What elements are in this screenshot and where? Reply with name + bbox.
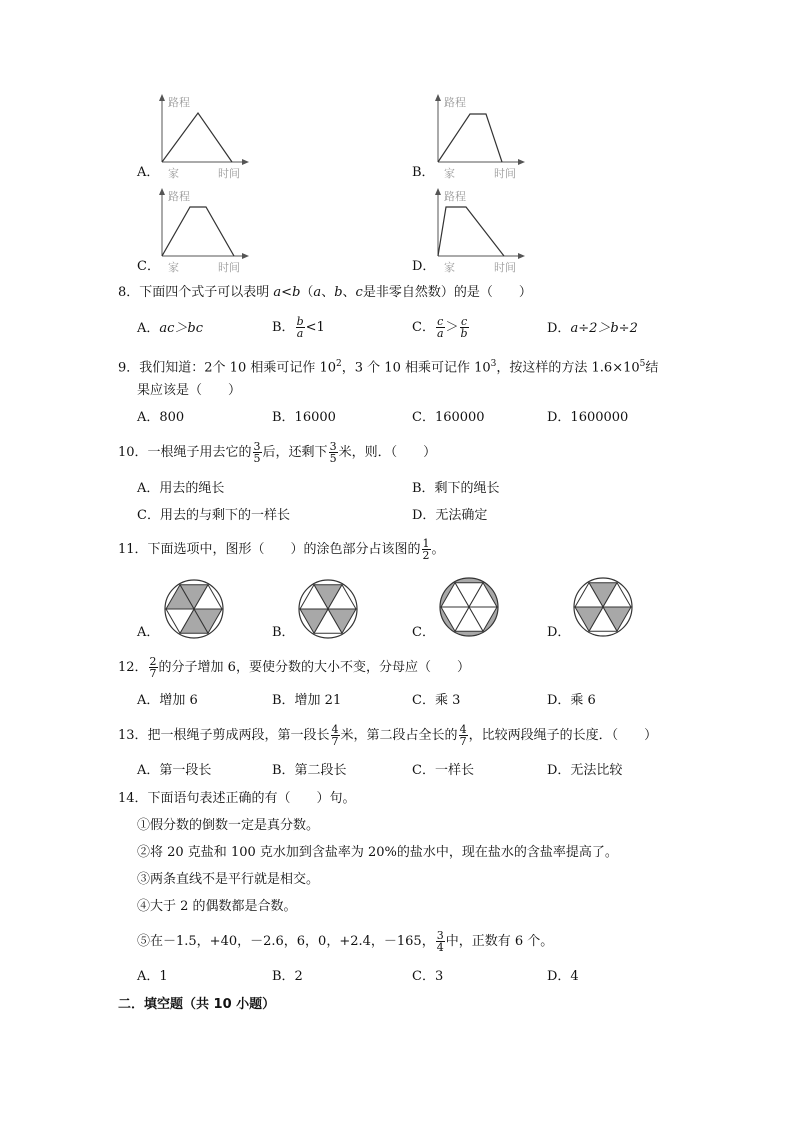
svg-text:家: 家: [444, 167, 455, 180]
q8-option-d[interactable]: D．a÷2＞b÷2: [547, 321, 638, 336]
q14-option-a[interactable]: A．1: [137, 969, 168, 984]
q14-stem: 14．下面语句表述正确的有（ ）句。: [118, 791, 356, 806]
y-arrow: [159, 94, 165, 101]
path-line: [162, 113, 232, 162]
q14-option-d[interactable]: D．4: [547, 969, 579, 984]
svg-text:路程: 路程: [444, 96, 466, 109]
path-line: [438, 114, 502, 162]
q7-graph-b: [426, 92, 526, 184]
q10-option-a[interactable]: A．用去的绳长: [137, 481, 225, 496]
q9-option-a[interactable]: A．800: [137, 410, 185, 425]
q12-option-c[interactable]: C．乘 3: [412, 693, 461, 708]
q8-option-c[interactable]: C． $\frac{c}{a}$ ＞ $\frac{c}{b}$: [412, 315, 468, 340]
q10-option-b[interactable]: B．剩下的绳长: [412, 481, 500, 496]
q14-statement-3: ③两条直线不是平行就是相交。: [137, 872, 320, 887]
q14-statement-5: ⑤在－1.5，+40，－2.6，6，0，+2.4，－165， $\frac{3}{4}$ 中，正数有 6 个。: [137, 929, 554, 954]
q11-figure-d[interactable]: [572, 576, 634, 638]
q13-option-a[interactable]: A．第一段长: [137, 763, 212, 778]
q11-option-d-label: D．: [547, 625, 571, 640]
x-arrow: [242, 159, 249, 165]
q9-option-b[interactable]: B．16000: [272, 410, 336, 425]
q7-graph-d: [426, 186, 526, 278]
x-label: 时间: [218, 167, 240, 180]
y-label: 路程: [168, 96, 190, 109]
q7-option-d-label: D．: [412, 259, 436, 274]
q10-option-c[interactable]: C．用去的与剩下的一样长: [137, 508, 290, 523]
q11-option-c-label: C．: [412, 625, 435, 640]
q13-option-d[interactable]: D．无法比较: [547, 763, 623, 778]
q8-option-b[interactable]: B． $\frac{b}{a}$ <1: [272, 315, 325, 340]
q11-figure-c[interactable]: [438, 576, 500, 638]
svg-text:时间: 时间: [494, 167, 516, 180]
q9-stem-line1: 9．我们知道：2个 10 相乘可记作 $10^2$，3 个 10 相乘可记作 $10^3$，按这样的方法 $1.6\times 10^5$结: [118, 359, 659, 376]
q14-option-b[interactable]: B．2: [272, 969, 303, 984]
q11-option-b-label: B．: [272, 625, 295, 640]
q7-graph-c: [150, 186, 250, 278]
svg-text:家: 家: [168, 261, 179, 274]
q11-figure-b[interactable]: [297, 578, 359, 640]
q14-statement-1: ①假分数的倒数一定是真分数。: [137, 818, 320, 833]
q9-stem-line2: 果应该是（ ）: [137, 383, 242, 398]
q11-stem: 11．下面选项中，图形（ ）的涂色部分占该图的 $\frac{1}{2}$ 。: [118, 537, 445, 562]
q13-option-c[interactable]: C．一样长: [412, 763, 474, 778]
section-heading-fill-in: 二．填空题（共 10 小题）: [118, 997, 276, 1012]
svg-text:时间: 时间: [494, 261, 516, 274]
path-line: [162, 207, 234, 256]
q12-stem: 12． $\frac{2}{7}$ 的分子增加 6，要使分数的大小不变，分母应（ ）: [118, 655, 470, 680]
q11-figure-a[interactable]: [163, 578, 225, 640]
q14-statement-2: ②将 20 克盐和 100 克水加到含盐率为 20%的盐水中，现在盐水的含盐率提高了。: [137, 845, 618, 860]
q8-option-a[interactable]: A．ac＞bc: [137, 321, 204, 336]
svg-text:路程: 路程: [444, 190, 466, 203]
q10-option-d[interactable]: D．无法确定: [412, 508, 488, 523]
q7-option-c-label: C．: [137, 259, 160, 274]
q7-option-a-label: A．: [137, 165, 160, 180]
q11-option-a-label: A．: [137, 625, 160, 640]
q12-option-b[interactable]: B．增加 21: [272, 693, 342, 708]
q13-option-b[interactable]: B．第二段长: [272, 763, 347, 778]
q12-option-a[interactable]: A．增加 6: [137, 693, 198, 708]
origin-label: 家: [168, 167, 179, 180]
path-line: [438, 207, 504, 256]
q12-option-d[interactable]: D．乘 6: [547, 693, 596, 708]
q7-option-b-label: B．: [412, 165, 435, 180]
q9-option-c[interactable]: C．160000: [412, 410, 485, 425]
svg-text:家: 家: [444, 261, 455, 274]
q7-graph-a: [150, 92, 250, 184]
q13-stem: 13．把一根绳子剪成两段，第一段长 $\frac{4}{7}$ 米，第二段占全长的 $\frac{4}{7}$ ，比较两段绳子的长度．（ ）: [118, 723, 658, 748]
q9-option-d[interactable]: D．1600000: [547, 410, 629, 425]
svg-text:时间: 时间: [218, 261, 240, 274]
q10-stem: 10．一根绳子用去它的 $\frac{3}{5}$ 后，还剩下 $\frac{3}{5}$ 米，则．（ ）: [118, 440, 437, 465]
q14-option-c[interactable]: C．3: [412, 969, 444, 984]
q8-stem: 8．下面四个式子可以表明 a<b（a、b、c是非零自然数）的是（ ）: [118, 285, 532, 300]
svg-text:路程: 路程: [168, 190, 190, 203]
q14-statement-4: ④大于 2 的偶数都是合数。: [137, 899, 297, 914]
